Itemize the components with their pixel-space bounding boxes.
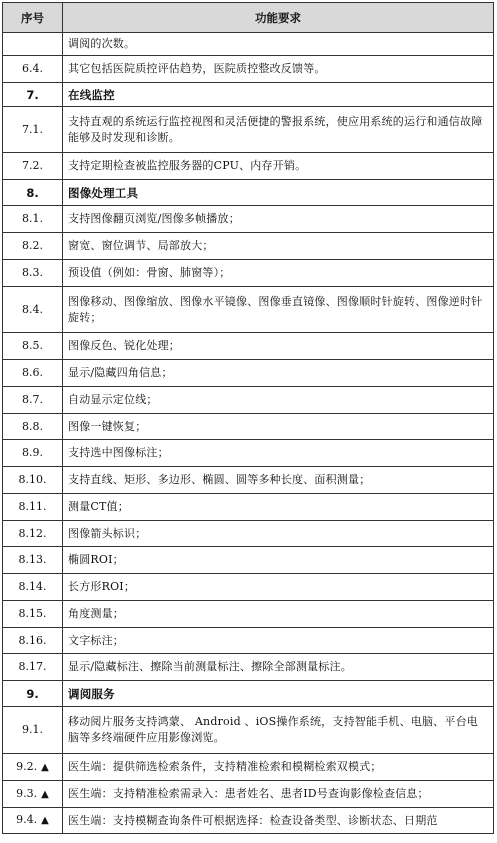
- requirement-text: 调阅的次数。: [63, 33, 494, 56]
- header-seq-no: 序号: [3, 3, 63, 33]
- row-number-cell: [3, 180, 63, 206]
- requirement-text: 图像箭头标识；: [63, 521, 494, 547]
- row-number: 9.3.: [16, 786, 38, 800]
- requirement-text: 支持图像翻页浏览/图像多帧播放；: [63, 206, 494, 233]
- requirement-text: 支持定期检查被监控服务器的CPU、内存开销。: [63, 153, 494, 180]
- row-number-cell: [3, 387, 63, 414]
- requirement-text: 椭圆ROI；: [63, 547, 494, 574]
- section-row: [3, 180, 494, 206]
- requirement-text: 支持选中图像标注；: [63, 440, 494, 467]
- row-number: 8.14.: [18, 580, 47, 593]
- row-number: 8.1.: [22, 212, 43, 225]
- requirement-text: 医生端：支持模糊查询条件可根据选择：检查设备类型、诊断状态、日期范: [63, 808, 494, 834]
- row-number: 6.4.: [22, 62, 43, 75]
- row-number-cell: [3, 628, 63, 654]
- row-number-cell: [3, 56, 63, 83]
- row-number: 9.: [26, 686, 39, 701]
- row-number-cell: [3, 360, 63, 387]
- section-row: [3, 681, 494, 707]
- row-number: 9.4.: [16, 813, 38, 826]
- table-row: [3, 654, 494, 681]
- table-row: [3, 547, 494, 574]
- row-number-cell: [3, 287, 63, 333]
- header-function-requirement: 功能要求: [63, 3, 494, 33]
- requirement-text: 文字标注；: [63, 628, 494, 654]
- table-row: [3, 333, 494, 360]
- section-row: [3, 83, 494, 107]
- requirement-text: 测量CT值；: [63, 494, 494, 521]
- row-number: 7.1.: [22, 122, 43, 136]
- table-row: [3, 33, 494, 56]
- row-number-cell: [3, 681, 63, 707]
- requirement-text: 显示/隐藏标注、擦除当前测量标注、擦除全部测量标注。: [63, 654, 494, 681]
- requirements-table: [2, 2, 494, 834]
- row-number: 8.17.: [18, 660, 47, 673]
- requirement-text: 窗宽、窗位调节、局部放大；: [63, 233, 494, 260]
- requirement-text: 医生端：提供筛选检索条件，支持精准检索和模糊检索双模式；: [63, 754, 494, 781]
- requirement-text: 支持直观的系统运行监控视图和灵活便捷的警报系统，使应用系统的运行和通信故障能够及时发现和诊断。: [63, 107, 494, 153]
- row-number-cell: [3, 808, 63, 834]
- section-title: 调阅服务: [63, 681, 494, 707]
- table-row: [3, 153, 494, 180]
- row-number-cell: [3, 33, 63, 56]
- table-row: [3, 287, 494, 333]
- row-number: 7.: [26, 87, 39, 102]
- row-number: 8.7.: [22, 393, 43, 406]
- row-number-cell: [3, 547, 63, 574]
- table-row: [3, 574, 494, 601]
- table-row: [3, 781, 494, 808]
- row-number: 8.5.: [22, 339, 43, 352]
- row-number-cell: [3, 206, 63, 233]
- row-number-cell: [3, 107, 63, 153]
- table-row: [3, 206, 494, 233]
- row-number: 8.15.: [18, 607, 47, 620]
- row-number-cell: [3, 333, 63, 360]
- table-row: [3, 754, 494, 781]
- row-number-cell: [3, 574, 63, 601]
- row-number: 8.8.: [22, 419, 43, 433]
- key-requirement-triangle-icon: ▲: [41, 815, 49, 826]
- table-row: [3, 808, 494, 834]
- row-number: 8.11.: [18, 500, 47, 513]
- table-row: [3, 467, 494, 494]
- row-number-cell: [3, 707, 63, 754]
- row-number-cell: [3, 440, 63, 467]
- table-header-row: [3, 3, 494, 33]
- table-row: [3, 414, 494, 440]
- row-number-cell: [3, 153, 63, 180]
- table-row: [3, 521, 494, 547]
- requirement-text: 长方形ROI；: [63, 574, 494, 601]
- table-row: [3, 707, 494, 754]
- key-requirement-triangle-icon: ▲: [41, 761, 49, 773]
- row-number: 8.6.: [22, 366, 43, 379]
- table-row: [3, 260, 494, 287]
- row-number-cell: [3, 260, 63, 287]
- row-number-cell: [3, 467, 63, 494]
- row-number: 9.1.: [22, 723, 43, 736]
- row-number: 8.9.: [22, 446, 43, 459]
- row-number: 8.: [26, 185, 39, 200]
- table-row: [3, 360, 494, 387]
- table-row: [3, 107, 494, 153]
- requirement-text: 显示/隐藏四角信息；: [63, 360, 494, 387]
- row-number: 8.4.: [22, 302, 43, 316]
- key-requirement-triangle-icon: ▲: [41, 788, 49, 800]
- section-title: 图像处理工具: [63, 180, 494, 206]
- requirement-text: 移动阅片服务支持鸿蒙、 Android 、iOS操作系统，支持智能手机、电脑、平台电脑等多终端硬件应用影像浏览。: [63, 707, 494, 754]
- table-row: [3, 628, 494, 654]
- row-number: 8.12.: [18, 526, 47, 540]
- requirement-text: 角度测量；: [63, 601, 494, 628]
- table-row: [3, 440, 494, 467]
- requirement-text: 图像一键恢复；: [63, 414, 494, 440]
- requirement-text: 支持直线、矩形、多边形、椭圆、圆等多种长度、面积测量；: [63, 467, 494, 494]
- row-number: 8.13.: [18, 553, 47, 566]
- row-number-cell: [3, 521, 63, 547]
- table-row: [3, 56, 494, 83]
- row-number: 8.16.: [18, 633, 47, 647]
- table-row: [3, 494, 494, 521]
- row-number: 8.10.: [18, 473, 47, 486]
- row-number-cell: [3, 83, 63, 107]
- requirement-text: 其它包括医院质控评估趋势，医院质控整改反馈等。: [63, 56, 494, 83]
- section-title: 在线监控: [63, 83, 494, 107]
- row-number: 9.2.: [16, 759, 38, 773]
- row-number: 8.2.: [22, 239, 43, 252]
- table-row: [3, 233, 494, 260]
- row-number-cell: [3, 781, 63, 808]
- requirement-text: 图像反色、锐化处理；: [63, 333, 494, 360]
- table-row: [3, 387, 494, 414]
- requirement-text: 自动显示定位线；: [63, 387, 494, 414]
- table-body: [3, 33, 494, 834]
- row-number: 7.2.: [22, 159, 43, 172]
- requirement-text: 医生端：支持精准检索需录入：患者姓名、患者ID号查询影像检查信息；: [63, 781, 494, 808]
- row-number-cell: [3, 414, 63, 440]
- row-number-cell: [3, 494, 63, 521]
- row-number-cell: [3, 754, 63, 781]
- row-number: 8.3.: [22, 266, 43, 279]
- row-number-cell: [3, 654, 63, 681]
- table-row: [3, 601, 494, 628]
- row-number-cell: [3, 233, 63, 260]
- requirement-text: 图像移动、图像缩放、图像水平镜像、图像垂直镜像、图像顺时针旋转、图像逆时针旋转；: [63, 287, 494, 333]
- requirement-text: 预设值（例如：骨窗、肺窗等）；: [63, 260, 494, 287]
- row-number-cell: [3, 601, 63, 628]
